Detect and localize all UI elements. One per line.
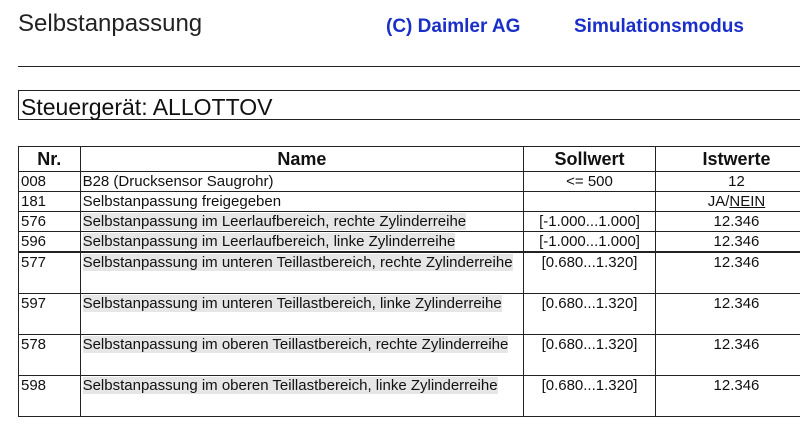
row-name-text: Selbstanpassung im Leerlaufbereich, rechte Zylinderreihe xyxy=(82,213,467,230)
row-sollwert: [-1.000...1.000] xyxy=(524,212,656,232)
table-row[interactable] xyxy=(19,335,800,376)
row-name: B28 (Drucksensor Saugrohr) xyxy=(80,172,524,192)
row-istwert: 12.346 xyxy=(655,294,800,335)
row-nr: 181 xyxy=(19,192,81,212)
row-nr: 008 xyxy=(19,172,81,192)
row-name xyxy=(80,335,524,376)
col-header-nr: Nr. xyxy=(19,147,81,172)
row-sollwert xyxy=(524,192,656,212)
row-istwert: 12.346 xyxy=(655,376,800,417)
row-istwert xyxy=(655,192,800,212)
table-row[interactable] xyxy=(19,252,800,294)
col-header-istwerte: Istwerte xyxy=(655,147,800,172)
row-name: Selbstanpassung freigegeben xyxy=(80,192,524,212)
nein-option: NEIN xyxy=(729,193,766,210)
row-name xyxy=(80,376,524,417)
row-sollwert: [0.680...1.320] xyxy=(524,376,656,417)
row-name xyxy=(80,212,524,232)
row-name-text: Selbstanpassung im oberen Teillastbereich, rechte Zylinderreihe xyxy=(82,336,509,353)
ecu-box xyxy=(18,90,800,120)
row-istwert: 12.346 xyxy=(655,252,800,294)
table-row[interactable] xyxy=(19,212,800,232)
table-row[interactable] xyxy=(19,376,800,417)
row-istwert: 12.346 xyxy=(655,335,800,376)
col-header-sollwert: Sollwert xyxy=(524,147,656,172)
row-sollwert: [-1.000...1.000] xyxy=(524,232,656,253)
row-sollwert: [0.680...1.320] xyxy=(524,252,656,294)
parameter-table xyxy=(18,146,800,417)
row-name xyxy=(80,252,524,294)
row-nr: 596 xyxy=(19,232,81,253)
row-nr: 597 xyxy=(19,294,81,335)
row-name xyxy=(80,294,524,335)
table-header-row xyxy=(19,147,800,172)
table-row[interactable] xyxy=(19,232,800,253)
row-name-text: Selbstanpassung im Leerlaufbereich, linke Zylinderreihe xyxy=(82,233,456,250)
row-istwert: 12 xyxy=(655,172,800,192)
page-title: Selbstanpassung xyxy=(18,10,203,37)
row-name xyxy=(80,232,524,253)
row-sollwert: [0.680...1.320] xyxy=(524,294,656,335)
table-row[interactable] xyxy=(19,192,800,212)
mode-label: Simulationsmodus xyxy=(574,16,744,37)
row-nr: 578 xyxy=(19,335,81,376)
header-divider xyxy=(18,66,800,67)
row-name-text: Selbstanpassung im unteren Teillastbereich, rechte Zylinderreihe xyxy=(82,254,513,271)
row-istwert: 12.346 xyxy=(655,232,800,253)
row-nr: 576 xyxy=(19,212,81,232)
ja-option: JA/ xyxy=(707,193,730,210)
row-sollwert: <= 500 xyxy=(524,172,656,192)
ecu-label: Steuergerät: ALLOTTOV xyxy=(21,94,273,120)
row-sollwert: [0.680...1.320] xyxy=(524,335,656,376)
row-istwert: 12.346 xyxy=(655,212,800,232)
copyright-label: (C) Daimler AG xyxy=(386,16,521,37)
row-nr: 577 xyxy=(19,252,81,294)
col-header-name: Name xyxy=(80,147,524,172)
table-row[interactable] xyxy=(19,294,800,335)
table-row[interactable] xyxy=(19,172,800,192)
row-name-text: Selbstanpassung im oberen Teillastbereich, linke Zylinderreihe xyxy=(82,377,498,394)
row-name-text: Selbstanpassung im unteren Teillastbereich, linke Zylinderreihe xyxy=(82,295,502,312)
row-nr: 598 xyxy=(19,376,81,417)
